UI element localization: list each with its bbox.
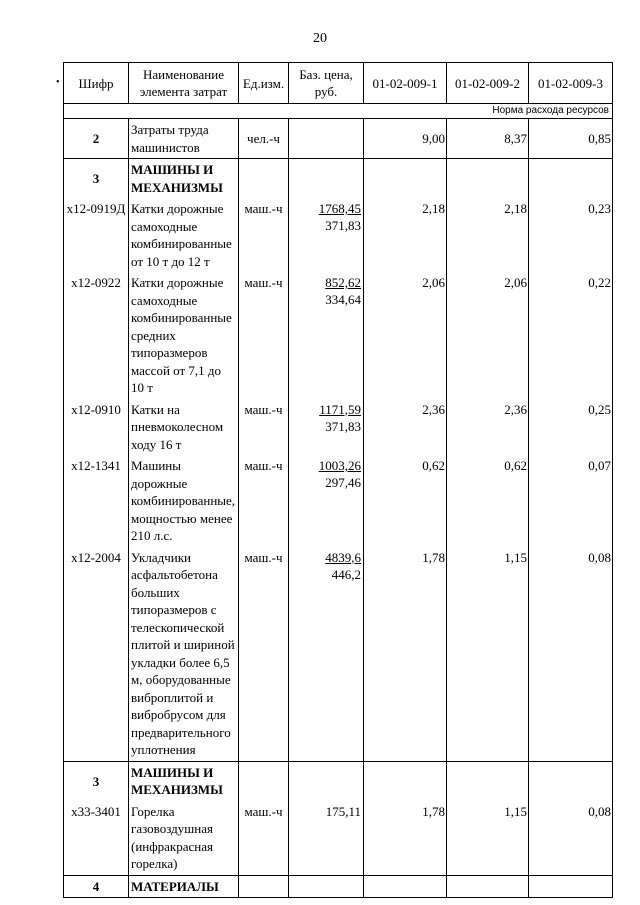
section-title: МАШИНЫ И МЕХАНИЗМЫ <box>129 761 239 801</box>
row-name: Затраты труда машинистов <box>129 119 239 159</box>
table-row <box>64 119 613 159</box>
row-price <box>289 399 364 456</box>
row-unit: маш.-ч <box>239 272 289 399</box>
row-value-2: 2,06 <box>447 272 529 399</box>
margin-mark: • <box>56 77 60 88</box>
row-code: х12-0922 <box>64 272 129 399</box>
section-row <box>64 761 613 801</box>
section-title: МАШИНЫ И МЕХАНИЗМЫ <box>129 159 239 199</box>
price-wage: 371,83 <box>325 418 361 434</box>
header-code: Шифр <box>64 63 129 104</box>
row-name: Катки дорожные самоходные комбинированные средних типоразмеров массой от 7,1 до 10 т <box>129 272 239 399</box>
row-unit: чел.-ч <box>239 119 289 159</box>
price-wage: 371,83 <box>325 218 361 233</box>
row-value-3: 0,08 <box>529 547 613 762</box>
row-price <box>289 455 364 547</box>
row-value-3: 0,23 <box>529 198 613 272</box>
price-base: 852,62 <box>325 275 361 290</box>
row-unit: маш.-ч <box>239 801 289 876</box>
price-wage: 446,2 <box>331 566 361 582</box>
row-value-3: 0,85 <box>529 119 613 159</box>
row-unit: маш.-ч <box>239 547 289 762</box>
row-price <box>289 119 364 159</box>
row-code: х33-3401 <box>64 801 129 876</box>
row-price <box>289 801 364 876</box>
row-value-3: 0,25 <box>529 399 613 456</box>
row-value-3: 0,22 <box>529 272 613 399</box>
table-row <box>64 198 613 272</box>
row-value-3: 0,07 <box>529 455 613 547</box>
row-value-2: 1,15 <box>447 547 529 762</box>
price-base: 175,11 <box>325 803 361 819</box>
section-title: МАТЕРИАЛЫ <box>129 875 239 898</box>
row-unit: маш.-ч <box>239 198 289 272</box>
row-value-1: 2,06 <box>364 272 447 399</box>
section-code: 3 <box>64 761 129 801</box>
row-price <box>289 272 364 399</box>
row-name: Катки дорожные самоходные комбинированные от 10 т до 12 т <box>129 198 239 272</box>
table-row <box>64 547 613 762</box>
row-name: Горелка газовоздушная (инфракрасная горелка) <box>129 801 239 876</box>
row-value-1: 2,18 <box>364 198 447 272</box>
header-col2: 01-02-009-2 <box>447 63 529 104</box>
row-code: х12-0910 <box>64 399 129 456</box>
row-unit: маш.-ч <box>239 455 289 547</box>
header-col1: 01-02-009-1 <box>364 63 447 104</box>
row-name: Катки на пневмоколесном ходу 16 т <box>129 399 239 456</box>
section-code: 3 <box>64 159 129 199</box>
price-base: 4839,6 <box>325 549 361 565</box>
price-base: 1003,26 <box>318 458 361 473</box>
table-row <box>64 272 613 399</box>
page-number: 20 <box>313 31 327 46</box>
row-code: х12-0919Д <box>64 198 129 272</box>
row-name: Укладчики асфальтобетона больших типоразмеров с телескопической плитой и шириной укладки более 6,5 м, оборудованные виброплитой и вибробрусом для предварительного уплотнения <box>129 547 239 762</box>
section-code: 4 <box>64 875 129 898</box>
row-value-2: 2,36 <box>447 399 529 456</box>
row-value-1: 2,36 <box>364 399 447 456</box>
header-row <box>64 63 613 104</box>
row-value-1: 0,62 <box>364 455 447 547</box>
row-value-2: 2,18 <box>447 198 529 272</box>
row-price <box>289 198 364 272</box>
resource-table <box>63 62 613 898</box>
table-row <box>64 399 613 456</box>
price-base: 1768,45 <box>318 201 361 216</box>
row-value-1: 1,78 <box>364 547 447 762</box>
row-code: х12-1341 <box>64 455 129 547</box>
table-row <box>64 455 613 547</box>
price-wage: 297,46 <box>325 475 361 490</box>
row-value-1: 1,78 <box>364 801 447 876</box>
section-row <box>64 875 613 898</box>
price-base: 1171,59 <box>319 401 361 417</box>
norm-row <box>64 104 613 119</box>
row-value-2: 1,15 <box>447 801 529 876</box>
section-row <box>64 159 613 199</box>
header-unit: Ед.изм. <box>239 63 289 104</box>
row-value-2: 0,62 <box>447 455 529 547</box>
row-price <box>289 547 364 762</box>
table-row <box>64 801 613 876</box>
row-code: х12-2004 <box>64 547 129 762</box>
row-name: Машины дорожные комбинированные, мощностью менее 210 л.с. <box>129 455 239 547</box>
row-value-1: 9,00 <box>364 119 447 159</box>
row-code: 2 <box>64 119 129 159</box>
header-col3: 01-02-009-3 <box>529 63 613 104</box>
header-price: Баз. цена, руб. <box>289 63 364 104</box>
norm-label: Норма расхода ресурсов <box>64 104 613 119</box>
row-value-2: 8,37 <box>447 119 529 159</box>
row-unit: маш.-ч <box>239 399 289 456</box>
price-wage: 334,64 <box>325 292 361 307</box>
header-name: Наименование элемента затрат <box>129 63 239 104</box>
row-value-3: 0,08 <box>529 801 613 876</box>
